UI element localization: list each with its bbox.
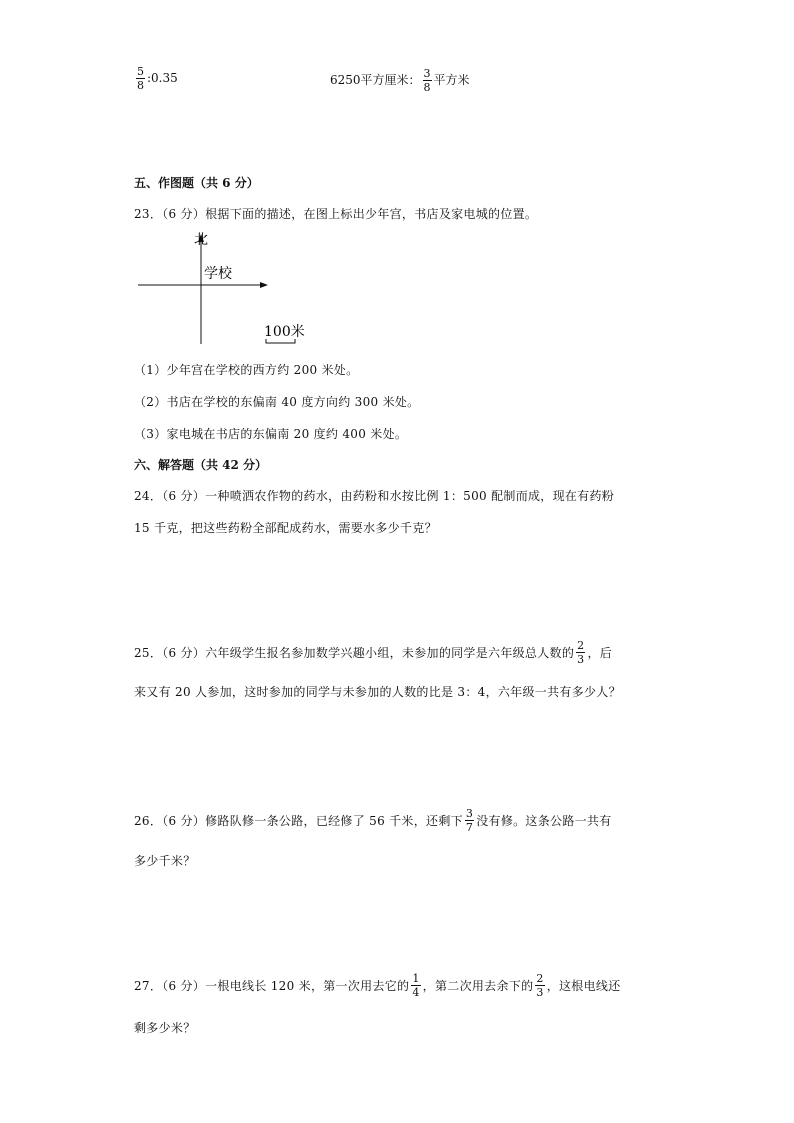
question-27-text-a: 27．（6 分）一根电线长 120 米，第一次用去它的	[134, 979, 410, 993]
fraction-numerator: 1	[412, 972, 420, 985]
school-label: 学校	[204, 266, 232, 282]
question-24-line-1: 24．（6 分）一种喷洒农作物的药水，由药粉和水按比例 1：500 配制而成，现在有药粉	[134, 489, 615, 503]
question-23-item-2: （2）书店在学校的东偏南 40 度方向约 300 米处。	[134, 395, 420, 409]
fraction-numerator: 2	[536, 972, 544, 985]
question-27-text-c: ，这根电线还	[546, 979, 621, 993]
ratio-left	[134, 66, 178, 91]
question-27-line-2: 剩多少米？	[134, 1021, 196, 1035]
fraction	[411, 973, 420, 998]
section-title-solve: 六、解答题（共 42 分）	[134, 458, 268, 472]
fraction	[535, 973, 544, 998]
east-arrow-icon	[260, 282, 268, 288]
fraction-numerator: 3	[423, 67, 431, 80]
question-27-text-b: ，第二次用去余下的	[422, 979, 534, 993]
fraction	[465, 808, 474, 833]
question-23-item-1: （1）少年宫在学校的西方约 200 米处。	[134, 363, 359, 377]
question-26-line-1	[134, 808, 612, 833]
question-26-text-b: 没有修。这条公路一共有	[476, 814, 612, 828]
fraction-numerator: 5	[137, 65, 144, 78]
north-label: 北	[194, 232, 208, 248]
ratio-right-suffix: 平方米	[433, 73, 470, 87]
fraction-denominator: 4	[412, 986, 420, 999]
fraction-numerator: 3	[465, 807, 474, 820]
question-26-line-2: 多少千米？	[134, 854, 196, 868]
fraction-denominator: 8	[137, 79, 144, 92]
fraction-denominator: 8	[423, 81, 431, 94]
question-24-line-2: 15 千克，把这些药粉全部配成药水，需要水多少千克？	[134, 521, 437, 535]
fraction	[136, 66, 145, 91]
question-27-line-1	[134, 973, 621, 998]
question-25-line-1	[134, 640, 612, 665]
ratio-left-text: :0.35	[147, 71, 178, 85]
ratio-right-prefix: 6250平方厘米：	[330, 73, 421, 87]
fraction	[423, 68, 432, 93]
question-26-text-a: 26．（6 分）修路队修一条公路，已经修了 56 千米，还剩下	[134, 814, 463, 828]
fraction	[576, 640, 585, 665]
fraction-denominator: 7	[465, 821, 474, 834]
question-23-item-3: （3）家电城在书店的东偏南 20 度约 400 米处。	[134, 427, 408, 441]
question-25-line-2: 来又有 20 人参加，这时参加的同学与未参加的人数的比是 3：4，六年级一共有多少人？	[134, 685, 621, 699]
scale-label: 100米	[264, 324, 305, 340]
fraction-denominator: 3	[577, 653, 585, 666]
ratio-right	[330, 68, 470, 93]
direction-diagram[interactable]	[130, 226, 305, 350]
question-23-text: 23．（6 分）根据下面的描述，在图上标出少年宫，书店及家电城的位置。	[134, 207, 538, 221]
fraction-denominator: 3	[536, 986, 544, 999]
question-25-text-a: 25．（6 分）六年级学生报名参加数学兴趣小组，未参加的同学是六年级总人数的	[134, 646, 575, 660]
fraction-numerator: 2	[577, 639, 585, 652]
section-title-drawing: 五、作图题（共 6 分）	[134, 176, 259, 190]
question-25-text-b: ，后	[587, 646, 613, 660]
